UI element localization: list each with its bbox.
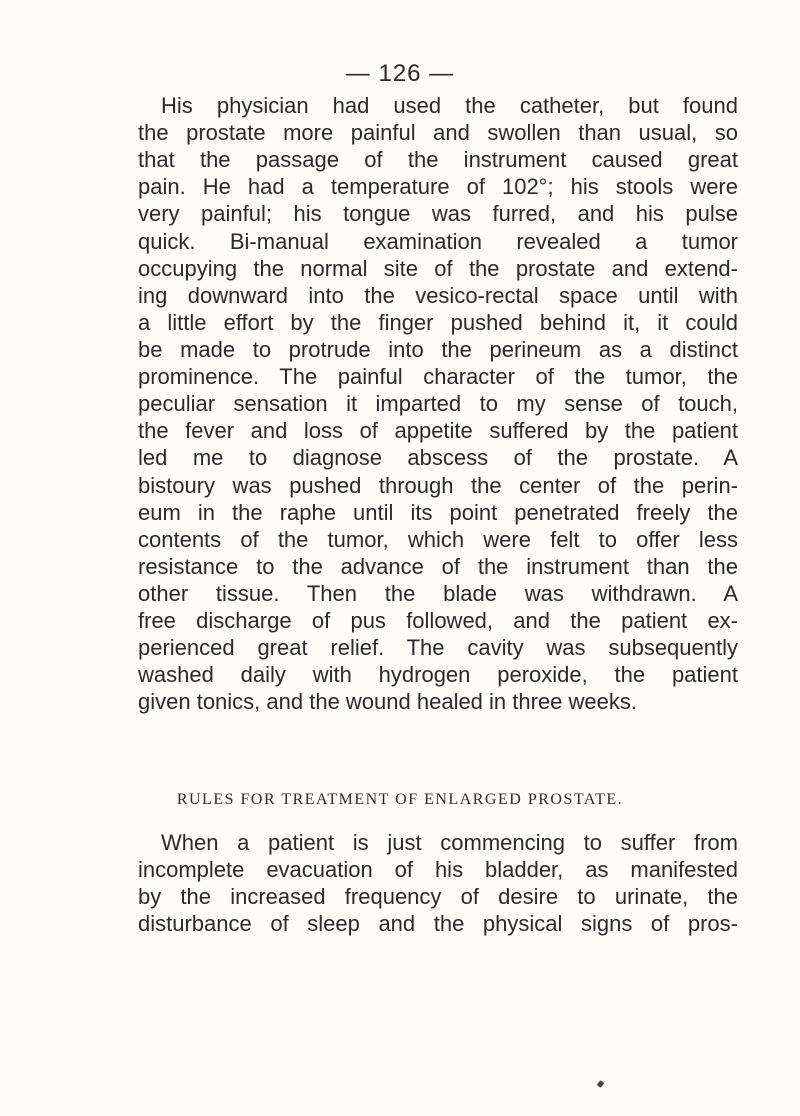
- section-heading: RULES FOR TREATMENT OF ENLARGED PROSTATE.: [176, 791, 624, 808]
- ink-speck: [597, 1080, 605, 1088]
- page-number: — 126 —: [345, 60, 455, 87]
- text-line: a little effort by the finger pushed behind it, it could: [138, 310, 738, 335]
- text-line: quick. Bi-manual examination revealed a tumor: [138, 229, 738, 254]
- text-line: bistoury was pushed through the center of the perin-: [138, 473, 738, 498]
- text-line: that the passage of the instrument caused great: [138, 147, 738, 172]
- text-line: led me to diagnose abscess of the prostate. A: [138, 445, 738, 470]
- text-line: His physician had used the catheter, but found: [161, 93, 738, 118]
- text-line: prominence. The painful character of the tumor, the: [138, 364, 738, 389]
- text-line: When a patient is just commencing to suffer from: [161, 830, 738, 855]
- text-line: eum in the raphe until its point penetrated freely the: [138, 500, 738, 525]
- text-line: resistance to the advance of the instrument than the: [138, 554, 738, 579]
- text-line: given tonics, and the wound healed in three weeks.: [138, 689, 637, 714]
- text-line: free discharge of pus followed, and the patient ex-: [138, 608, 738, 633]
- text-line: be made to protrude into the perineum as a distinct: [138, 337, 738, 362]
- text-line: perienced great relief. The cavity was subsequently: [138, 635, 738, 660]
- text-line: pain. He had a temperature of 102°; his stools were: [138, 174, 738, 199]
- text-line: the prostate more painful and swollen than usual, so: [138, 120, 738, 145]
- text-line: contents of the tumor, which were felt to offer less: [138, 527, 738, 552]
- text-line: incomplete evacuation of his bladder, as manifested: [138, 857, 738, 882]
- text-line: disturbance of sleep and the physical signs of pros-: [138, 911, 738, 936]
- text-line: occupying the normal site of the prostate and extend-: [138, 256, 738, 281]
- text-line: the fever and loss of appetite suffered by the patient: [138, 418, 738, 443]
- text-line: very painful; his tongue was furred, and his pulse: [138, 201, 738, 226]
- text-line: peculiar sensation it imparted to my sense of touch,: [138, 391, 738, 416]
- text-line: by the increased frequency of desire to urinate, the: [138, 884, 738, 909]
- text-line: other tissue. Then the blade was withdrawn. A: [138, 581, 738, 606]
- text-line: ing downward into the vesico-rectal space until with: [138, 283, 738, 308]
- text-line: washed daily with hydrogen peroxide, the patient: [138, 662, 738, 687]
